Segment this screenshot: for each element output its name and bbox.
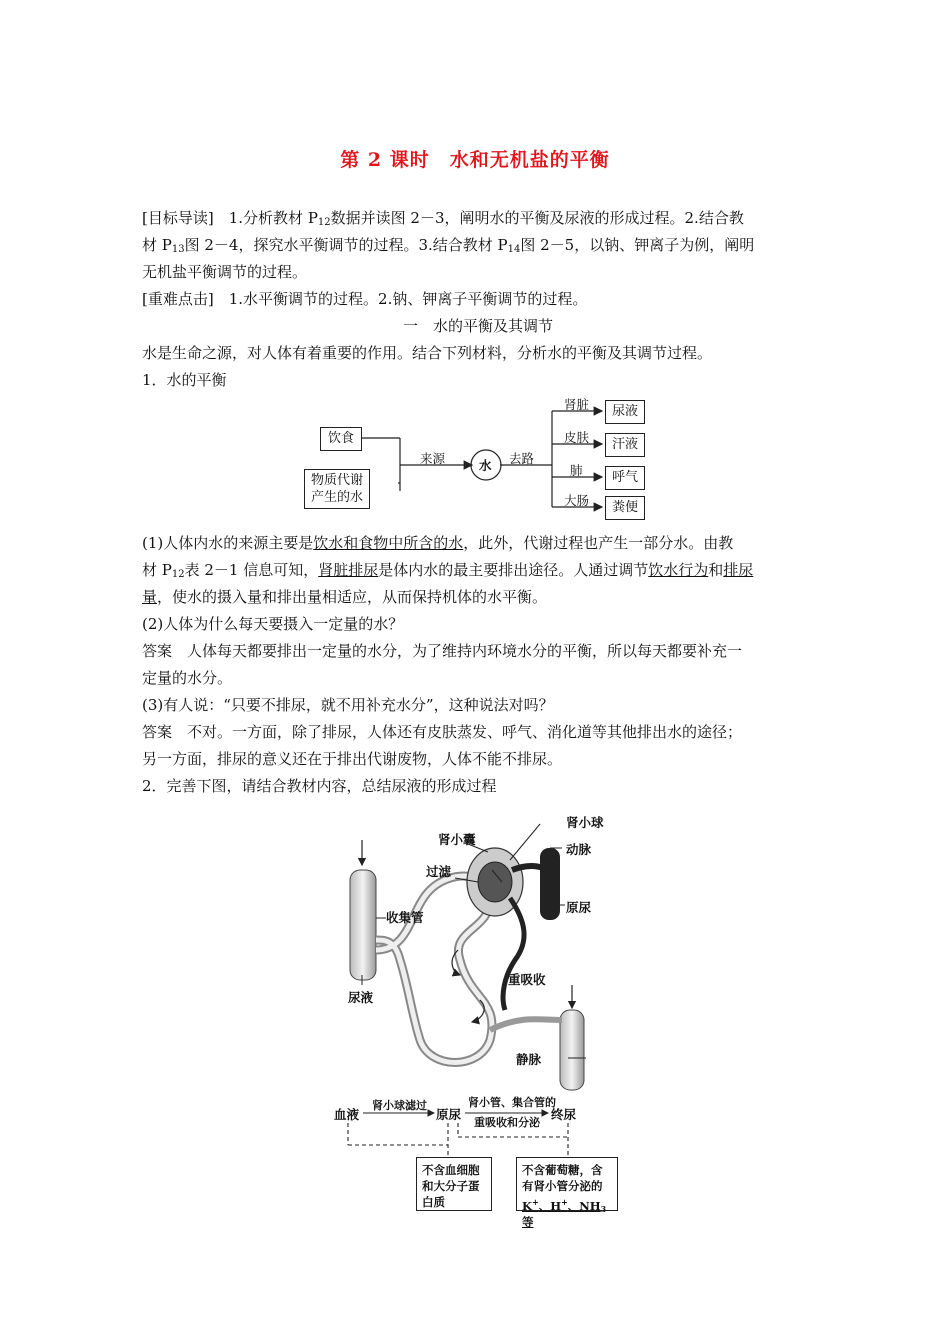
organ-large-intestine: 大肠 — [564, 493, 590, 508]
label-collecting-duct: 收集管 — [386, 910, 424, 925]
goals-line-3: 无机盐平衡调节的过程。 — [142, 263, 308, 281]
source-food-box: 饮食 — [320, 427, 362, 451]
answer-3-line-2: 另一方面，排尿的意义还在于排出代谢废物，人体不能不排尿。 — [142, 750, 563, 768]
goals-paragraph — [142, 205, 814, 394]
lesson-title: 第 2 课时 水和无机盐的平衡 — [340, 149, 610, 171]
label-artery: 动脉 — [566, 842, 592, 857]
output-feces-box: 粪便 — [605, 496, 645, 520]
organ-skin: 皮肤 — [564, 430, 590, 445]
note-final-urine: 不含葡萄糖，含 有肾小管分泌的 K+、H+、$NH_3$ 等 — [516, 1157, 618, 1211]
flow-primary-urine: 原尿 — [436, 1107, 462, 1122]
water-balance-diagram — [300, 393, 660, 528]
label-primary-urine: 原尿 — [566, 900, 592, 915]
body-paragraphs — [142, 530, 814, 800]
goals-line-1: [目标导读] 1.分析教材 $P_{12}$数据并读图 2－3，阐明水的平衡及尿液的形成过程。2.结合教 — [142, 209, 744, 228]
label-capsule: 肾小囊 — [438, 832, 476, 847]
heading-urine-formation: 2．完善下图，请结合教材内容，总结尿液的形成过程 — [142, 777, 497, 795]
flow-step-reabsorption-1: 肾小管、集合管的 — [468, 1096, 556, 1109]
output-breath-box: 呼气 — [605, 466, 645, 490]
label-urine: 尿液 — [348, 990, 374, 1005]
p1-line-2: 材 $P_{12}$表 2－1 信息可知，肾脏排尿是体内水的最主要排出途径。人通过调节饮水行为和排尿 — [142, 561, 754, 580]
question-2: (2)人体为什么每天要摄入一定量的水？ — [142, 615, 404, 633]
p1-line-3: 量，使水的摄入量和排出量相适应，从而保持机体的水平衡。 — [142, 588, 548, 606]
label-destination: 去路 — [509, 451, 535, 466]
source-metabolic-box: 物质代谢 产生的水 — [304, 469, 370, 509]
section-heading: 一 水的平衡及其调节 — [402, 317, 553, 335]
question-3: (3)有人说：“只要不排尿，就不用补充水分”，这种说法对吗？ — [142, 696, 554, 714]
heading-water-balance: 1．水的平衡 — [142, 371, 227, 389]
key-points: [重难点击] 1.水平衡调节的过程。2.钠、钾离子平衡调节的过程。 — [142, 290, 588, 308]
note-primary-urine: 不含血细胞 和大分子蛋 白质 — [416, 1157, 492, 1211]
label-reabsorption: 重吸收 — [508, 972, 546, 987]
flow-step-filtration: 肾小球滤过 — [372, 1099, 427, 1112]
goals-line-2: 材 $P_{13}$图 2－4，探究水平衡调节的过程。3.结合教材 $P_{14}$图 2－5，以钠、钾离子为例，阐明 — [142, 236, 755, 255]
flow-blood: 血液 — [334, 1107, 360, 1122]
label-source: 来源 — [420, 451, 446, 466]
answer-3-line-1: 答案 不对。一方面，除了排尿，人体还有皮肤蒸发、呼气、消化道等其他排出水的途径； — [142, 723, 743, 741]
p1-line-1: (1)人体内水的来源主要是饮水和食物中所含的水，此外，代谢过程也产生一部分水。由教 — [142, 534, 734, 552]
label-vein: 静脉 — [516, 1052, 542, 1067]
organ-lung: 肺 — [570, 463, 583, 478]
label-glomerulus: 肾小球 — [566, 815, 604, 830]
output-sweat-box: 汗液 — [605, 433, 645, 457]
label-filter: 过滤 — [426, 864, 452, 879]
label-water: 水 — [479, 458, 492, 473]
flow-final-urine: 终尿 — [551, 1107, 577, 1122]
organ-kidney: 肾脏 — [564, 397, 590, 412]
intro-text: 水是生命之源，对人体有着重要的作用。结合下列材料，分析水的平衡及其调节过程。 — [142, 344, 713, 362]
answer-2-line-2: 定量的水分。 — [142, 669, 233, 687]
nephron-diagram — [340, 810, 620, 1100]
urine-formation-flow — [330, 1095, 630, 1229]
answer-2-line-1: 答案 人体每天都要排出一定量的水分，为了维持内环境水分的平衡，所以每天都要补充一 — [142, 642, 743, 660]
output-urine-box: 尿液 — [605, 400, 645, 424]
flow-step-reabsorption-2: 重吸收和分泌 — [474, 1116, 540, 1129]
